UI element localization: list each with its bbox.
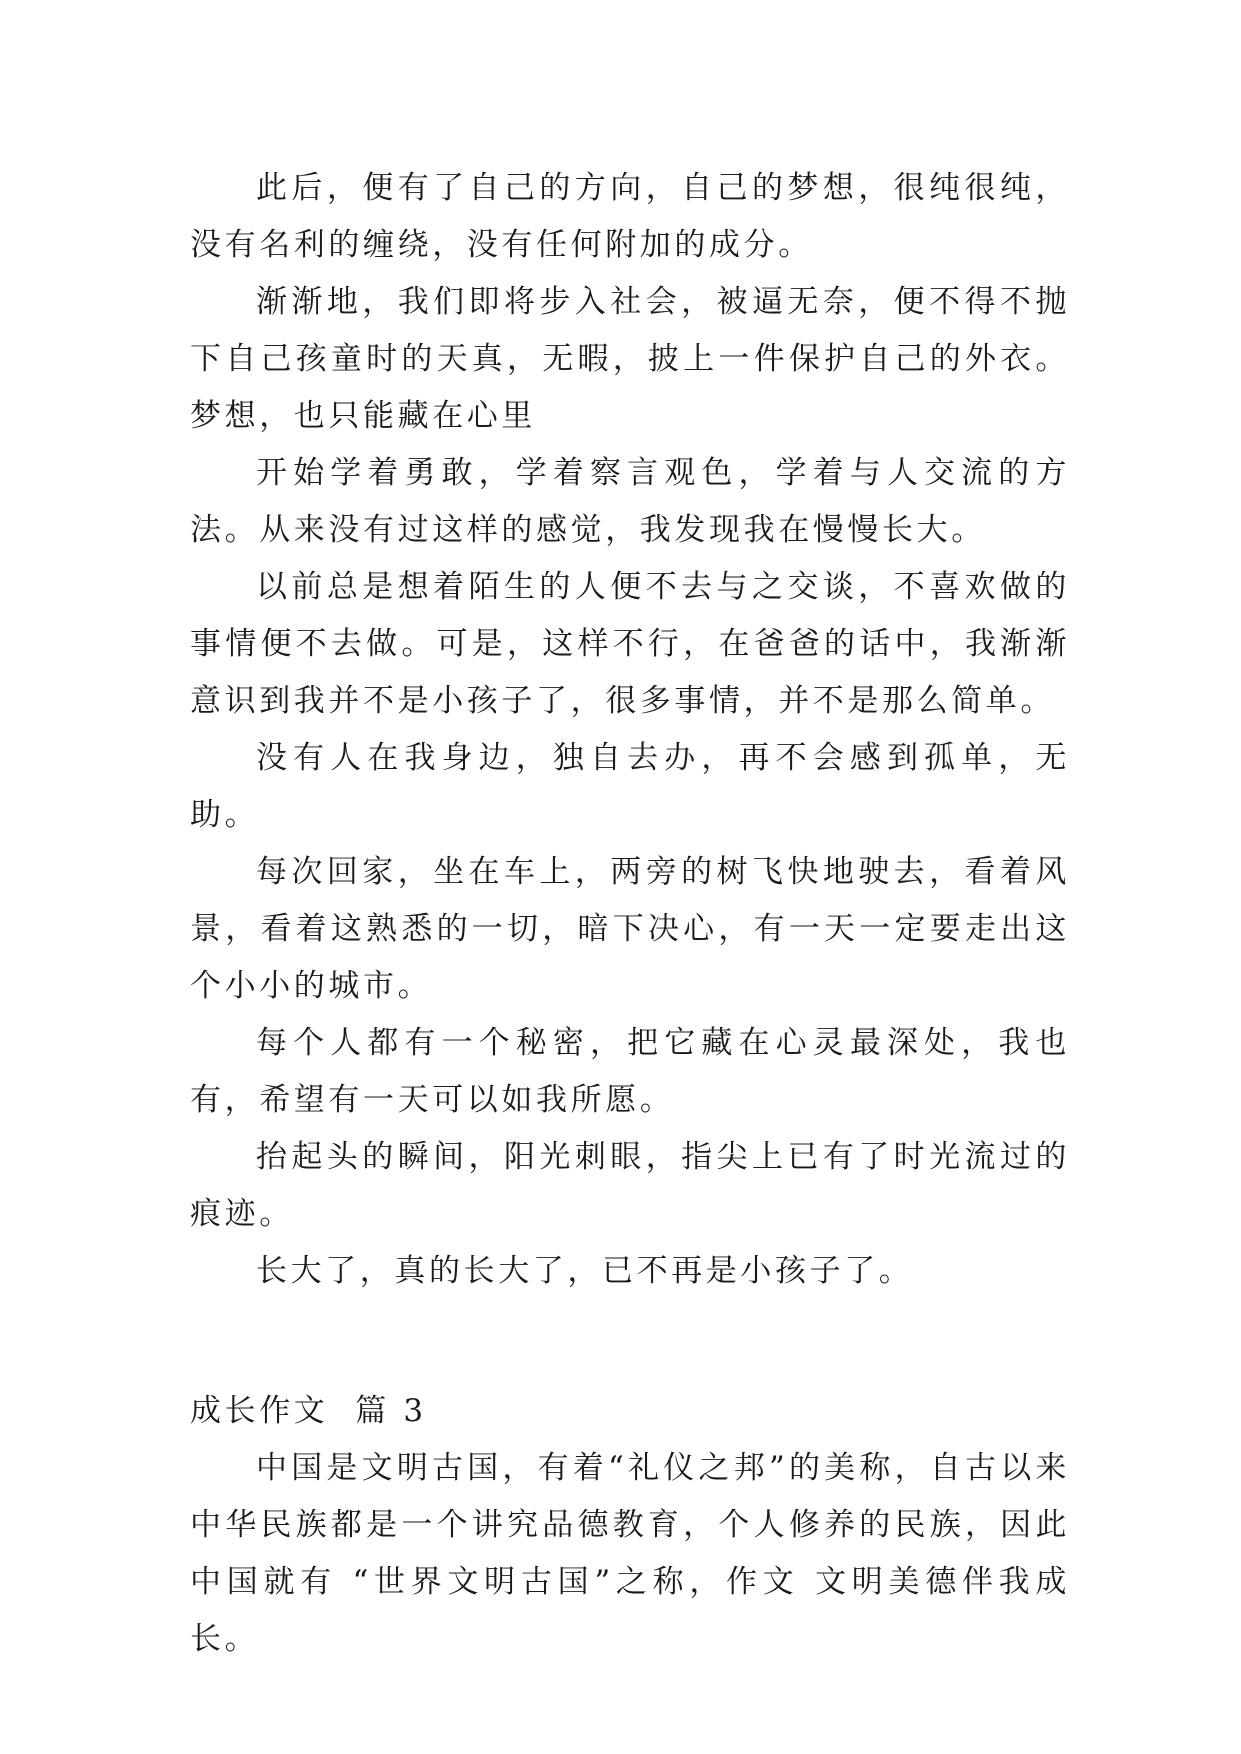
paragraph-3: 开始学着勇敢，学着察言观色，学着与人交流的方法。从来没有过这样的感觉，我发现我在慢慢长大。 (190, 455, 1070, 548)
paragraph-9: 长大了，真的长大了，已不再是小孩子了。 (256, 1253, 914, 1289)
paragraph-5: 没有人在我身边，独自去办，再不会感到孤单，无助。 (190, 740, 1070, 833)
paragraph-4: 以前总是想着陌生的人便不去与之交谈，不喜欢做的事情便不去做。可是，这样不行，在爸爸的话中，我渐渐意识到我并不是小孩子了，很多事情，并不是那么简单。 (190, 569, 1070, 719)
paragraph-10: 中国是文明古国，有着“礼仪之邦”的美称，自古以来中华民族都是一个讲究品德教育，个人修养的民族，因此中国就有 “世界文明古国”之称，作文 文明美德伴我成长。 (190, 1450, 1070, 1657)
paragraph-1: 此后，便有了自己的方向，自己的梦想，很纯很纯，没有名利的缠绕，没有任何附加的成分。 (190, 170, 1070, 263)
paragraph-7: 每个人都有一个秘密，把它藏在心灵最深处，我也有，希望有一天可以如我所愿。 (190, 1025, 1070, 1118)
paragraph-8: 抬起头的瞬间，阳光刺眼，指尖上已有了时光流过的痕迹。 (190, 1139, 1070, 1232)
document-body (190, 160, 1070, 1668)
paragraph-2: 渐渐地，我们即将步入社会，被逼无奈，便不得不抛下自己孩童时的天真，无暇，披上一件保护自己的外衣。梦想，也只能藏在心里 (190, 284, 1070, 434)
paragraph-6: 每次回家，坐在车上，两旁的树飞快地驶去，看着风景，看着这熟悉的一切，暗下决心，有一天一定要走出这个小小的城市。 (190, 854, 1070, 1004)
section-heading: 成长作文 篇 3 (190, 1393, 427, 1429)
